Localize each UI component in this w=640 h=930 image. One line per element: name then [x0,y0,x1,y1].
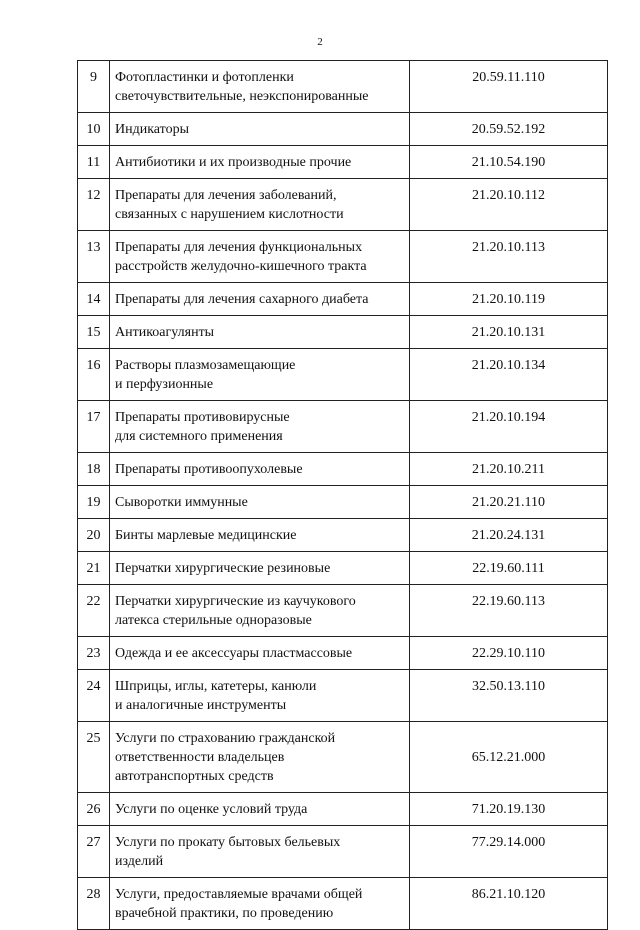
table-row [78,585,608,637]
okpd-code: 22.29.10.110 [410,637,608,670]
row-number: 11 [78,146,110,179]
row-number: 12 [78,179,110,231]
row-number: 26 [78,793,110,826]
item-name [110,113,410,146]
item-name-line: автотранспортных средств [115,769,274,784]
table-row [78,179,608,231]
item-name [110,61,410,113]
item-name-line: связанных с нарушением кислотности [115,207,344,222]
row-number: 10 [78,113,110,146]
item-name-line: Препараты противовирусные [115,410,290,425]
table-row [78,349,608,401]
item-name-line: Услуги по страхованию гражданской [115,731,336,746]
okpd-code: 21.20.10.113 [410,231,608,283]
item-name [110,670,410,722]
row-number: 23 [78,637,110,670]
item-name-line: для системного применения [115,429,283,444]
row-number: 13 [78,231,110,283]
okpd-code: 77.29.14.000 [410,826,608,878]
item-name [110,637,410,670]
okpd-code: 21.20.10.211 [410,453,608,486]
item-name-line: расстройств желудочно-кишечного тракта [115,259,367,274]
okpd-code: 86.21.10.120 [410,878,608,930]
item-name-line: Бинты марлевые медицинские [115,528,297,543]
table-row [78,231,608,283]
table-row [78,316,608,349]
okpd-code: 21.20.10.131 [410,316,608,349]
table-row [78,61,608,113]
item-name-line: Перчатки хирургические из каучукового [115,594,356,609]
okpd-code: 32.50.13.110 [410,670,608,722]
item-name-line: светочувствительные, неэкспонированные [115,89,369,104]
row-number: 24 [78,670,110,722]
item-name-line: Сыворотки иммунные [115,495,248,510]
table-row [78,826,608,878]
item-name [110,793,410,826]
item-name-line: Растворы плазмозамещающие [115,358,296,373]
row-number: 19 [78,486,110,519]
item-name [110,401,410,453]
item-name-line: Препараты для лечения функциональных [115,240,363,255]
item-name-line: Препараты для лечения заболеваний, [115,188,337,203]
table-row [78,637,608,670]
item-name [110,316,410,349]
row-number: 14 [78,283,110,316]
item-name-line: Препараты для лечения сахарного диабета [115,292,369,307]
table-row [78,878,608,930]
okpd-code: 20.59.52.192 [410,113,608,146]
row-number: 9 [78,61,110,113]
item-name-line: врачебной практики, по проведению [115,906,334,921]
item-name-line: Антибиотики и их производные прочие [115,155,352,170]
okpd-code: 21.20.21.110 [410,486,608,519]
table-row [78,722,608,793]
okpd-code: 21.20.10.194 [410,401,608,453]
item-name-line: Индикаторы [115,122,189,137]
item-name [110,585,410,637]
table-row [78,113,608,146]
row-number: 28 [78,878,110,930]
okpd-codes-table [77,60,608,930]
row-number: 21 [78,552,110,585]
row-number: 25 [78,722,110,793]
item-name [110,283,410,316]
item-name-line: Фотопластинки и фотопленки [115,70,294,85]
item-name-line: Услуги по прокату бытовых бельевых [115,835,341,850]
item-name [110,179,410,231]
item-name-line: Одежда и ее аксессуары пластмассовые [115,646,353,661]
item-name [110,826,410,878]
item-name [110,486,410,519]
table-row [78,486,608,519]
item-name [110,349,410,401]
item-name-line: Антикоагулянты [115,325,215,340]
table-row [78,283,608,316]
row-number: 22 [78,585,110,637]
item-name-line: латекса стерильные одноразовые [115,613,312,628]
okpd-code: 65.12.21.000 [410,722,608,793]
item-name-line: и аналогичные инструменты [115,698,287,713]
row-number: 27 [78,826,110,878]
item-name-line: Шприцы, иглы, катетеры, канюли [115,679,317,694]
okpd-code: 21.10.54.190 [410,146,608,179]
row-number: 17 [78,401,110,453]
row-number: 20 [78,519,110,552]
okpd-code: 22.19.60.113 [410,585,608,637]
table-row [78,401,608,453]
item-name-line: Услуги по оценке условий труда [115,802,308,817]
item-name-line: Препараты противоопухолевые [115,462,303,477]
item-name [110,722,410,793]
page-number: 2 [317,36,323,48]
table-row [78,519,608,552]
item-name [110,878,410,930]
table-row [78,453,608,486]
okpd-code: 21.20.24.131 [410,519,608,552]
row-number: 16 [78,349,110,401]
item-name [110,552,410,585]
item-name-line: ответственности владельцев [115,750,285,765]
item-name [110,146,410,179]
okpd-code: 21.20.10.134 [410,349,608,401]
okpd-code: 20.59.11.110 [410,61,608,113]
item-name [110,519,410,552]
okpd-code: 21.20.10.119 [410,283,608,316]
okpd-code: 71.20.19.130 [410,793,608,826]
table-row [78,670,608,722]
item-name-line: Перчатки хирургические резиновые [115,561,331,576]
okpd-code: 22.19.60.111 [410,552,608,585]
table-row [78,552,608,585]
row-number: 15 [78,316,110,349]
item-name-line: и перфузионные [115,377,214,392]
item-name-line: изделий [115,854,164,869]
okpd-code: 21.20.10.112 [410,179,608,231]
table-row [78,146,608,179]
item-name-line: Услуги, предоставляемые врачами общей [115,887,363,902]
table-body [78,61,608,930]
item-name [110,453,410,486]
item-name [110,231,410,283]
table-row [78,793,608,826]
row-number: 18 [78,453,110,486]
